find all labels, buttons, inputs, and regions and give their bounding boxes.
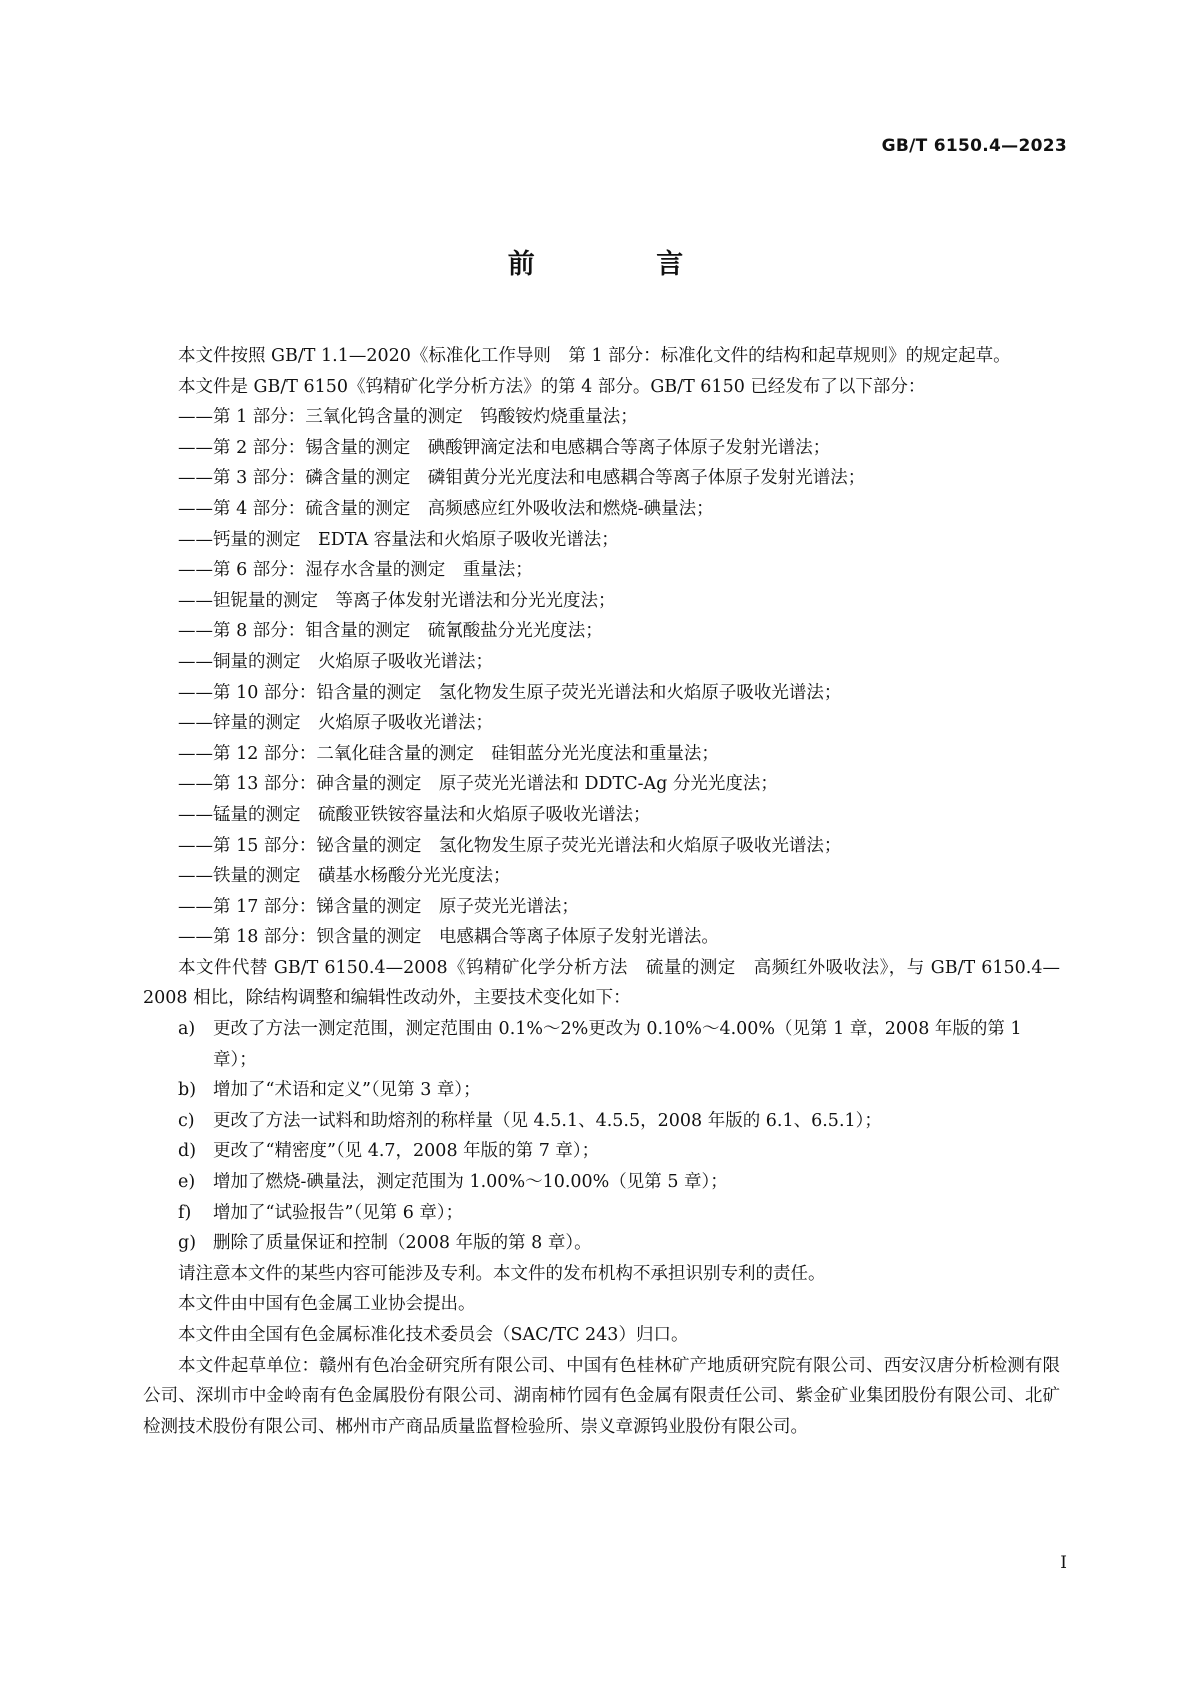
list-item bbox=[143, 1106, 1060, 1137]
list-item: ——第 1 部分：三氧化钨含量的测定 钨酸铵灼烧重量法； bbox=[178, 407, 638, 428]
list-item: ——钙量的测定 EDTA 容量法和火焰原子吸收光谱法； bbox=[178, 529, 619, 550]
changes-list bbox=[143, 1014, 1060, 1259]
list-item bbox=[143, 1198, 1060, 1229]
list-marker: a) bbox=[178, 1019, 196, 1040]
parts-list bbox=[143, 402, 1060, 953]
list-item: ——第 18 部分：钡含量的测定 电感耦合等离子体原子发射光谱法。 bbox=[178, 927, 719, 948]
foreword-body bbox=[143, 341, 1060, 1442]
page-number: I bbox=[1060, 1553, 1067, 1573]
list-item-text: 增加了“试验报告”（见第 6 章）； bbox=[213, 1202, 464, 1223]
intro-paragraph-parts: 本文件是 GB/T 6150《钨精矿化学分析方法》的第 4 部分。GB/T 6150 已经发布了以下部分： bbox=[178, 376, 926, 397]
drafting-units-paragraph: 本文件起草单位：赣州有色冶金研究所有限公司、中国有色桂林矿产地质研究院有限公司、西安汉唐分析检测有限公司、深圳市中金岭南有色金属股份有限公司、湖南柿竹园有色金属有限责任公司、紫金矿业集团股份有限公司、北矿检测技术股份有限公司、郴州市产商品质量监督检验所、崇义章源钨业股份有限公司。 bbox=[143, 1355, 1060, 1437]
list-item-text: 更改了“精密度”（见 4.7，2008 年版的第 7 章）； bbox=[213, 1141, 600, 1162]
list-item bbox=[143, 1228, 1060, 1259]
list-item: ——第 8 部分：钼含量的测定 硫氰酸盐分光光度法； bbox=[178, 621, 603, 642]
intro-paragraph-drafting: 本文件按照 GB/T 1.1—2020《标准化工作导则 第 1 部分：标准化文件的结构和起草规则》的规定起草。 bbox=[178, 346, 1011, 366]
committee-paragraph: 本文件由全国有色金属标准化技术委员会（SAC/TC 243）归口。 bbox=[178, 1325, 689, 1345]
list-item: ——铁量的测定 磺基水杨酸分光光度法； bbox=[178, 866, 511, 887]
list-marker: f) bbox=[178, 1202, 192, 1223]
list-marker: c) bbox=[178, 1110, 195, 1131]
list-item bbox=[143, 1014, 1060, 1075]
list-item: ——第 3 部分：磷含量的测定 磷钼黄分光光度法和电感耦合等离子体原子发射光谱法； bbox=[178, 468, 866, 489]
list-item: ——第 15 部分：铋含量的测定 氢化物发生原子荧光光谱法和火焰原子吸收光谱法； bbox=[178, 835, 842, 856]
page-title: 前 言 bbox=[507, 249, 740, 280]
list-item: ——第 17 部分：锑含量的测定 原子荧光光谱法； bbox=[178, 896, 579, 917]
list-item bbox=[143, 1136, 1060, 1167]
list-item-text: 增加了“术语和定义”（见第 3 章）； bbox=[213, 1080, 481, 1101]
list-item-text: 增加了燃烧-碘量法，测定范围为 1.00%～10.00%（见第 5 章）； bbox=[213, 1172, 728, 1193]
list-item: ——钽铌量的测定 等离子体发射光谱法和分光光度法； bbox=[178, 590, 616, 611]
list-marker: d) bbox=[178, 1141, 197, 1162]
list-item-text: 更改了方法一测定范围，测定范围由 0.1%～2%更改为 0.10%～4.00%（见第 1 章，2008 年版的第 1 章）； bbox=[213, 1019, 1022, 1070]
list-item-text: 更改了方法一试料和助熔剂的称样量（见 4.5.1、4.5.5，2008 年版的 6.1、6.5.1）； bbox=[213, 1110, 882, 1131]
list-item: ——第 4 部分：硫含量的测定 高频感应红外吸收法和燃烧-碘量法； bbox=[178, 498, 714, 519]
list-item: ——第 6 部分：湿存水含量的测定 重量法； bbox=[178, 560, 533, 581]
list-item bbox=[143, 1167, 1060, 1198]
standard-code: GB/T 6150.4—2023 bbox=[881, 136, 1067, 156]
proposer-paragraph: 本文件由中国有色金属工业协会提出。 bbox=[178, 1294, 476, 1315]
list-marker: e) bbox=[178, 1172, 196, 1193]
patent-notice: 请注意本文件的某些内容可能涉及专利。本文件的发布机构不承担识别专利的责任。 bbox=[178, 1263, 826, 1284]
list-item: ——锰量的测定 硫酸亚铁铵容量法和火焰原子吸收光谱法； bbox=[178, 804, 651, 825]
list-item: ——第 10 部分：铅含量的测定 氢化物发生原子荧光光谱法和火焰原子吸收光谱法； bbox=[178, 682, 842, 703]
list-item: ——第 12 部分：二氧化硅含量的测定 硅钼蓝分光光度法和重量法； bbox=[178, 743, 719, 764]
list-item: ——锌量的测定 火焰原子吸收光谱法； bbox=[178, 713, 493, 734]
list-item: ——第 2 部分：锡含量的测定 碘酸钾滴定法和电感耦合等离子体原子发射光谱法； bbox=[178, 437, 831, 458]
list-marker: g) bbox=[178, 1233, 197, 1254]
list-item: ——第 13 部分：砷含量的测定 原子荧光光谱法和 DDTC-Ag 分光光度法； bbox=[178, 774, 778, 795]
list-marker: b) bbox=[178, 1080, 197, 1101]
list-item-text: 删除了质量保证和控制（2008 年版的第 8 章）。 bbox=[213, 1233, 592, 1254]
list-item: ——铜量的测定 火焰原子吸收光谱法； bbox=[178, 651, 493, 672]
list-item bbox=[143, 1075, 1060, 1106]
replacement-paragraph: 本文件代替 GB/T 6150.4—2008《钨精矿化学分析方法 硫量的测定 高频红外吸收法》，与 GB/T 6150.4—2008 相比，除结构调整和编辑性改动外，主要技术变化如下： bbox=[143, 957, 1060, 1009]
